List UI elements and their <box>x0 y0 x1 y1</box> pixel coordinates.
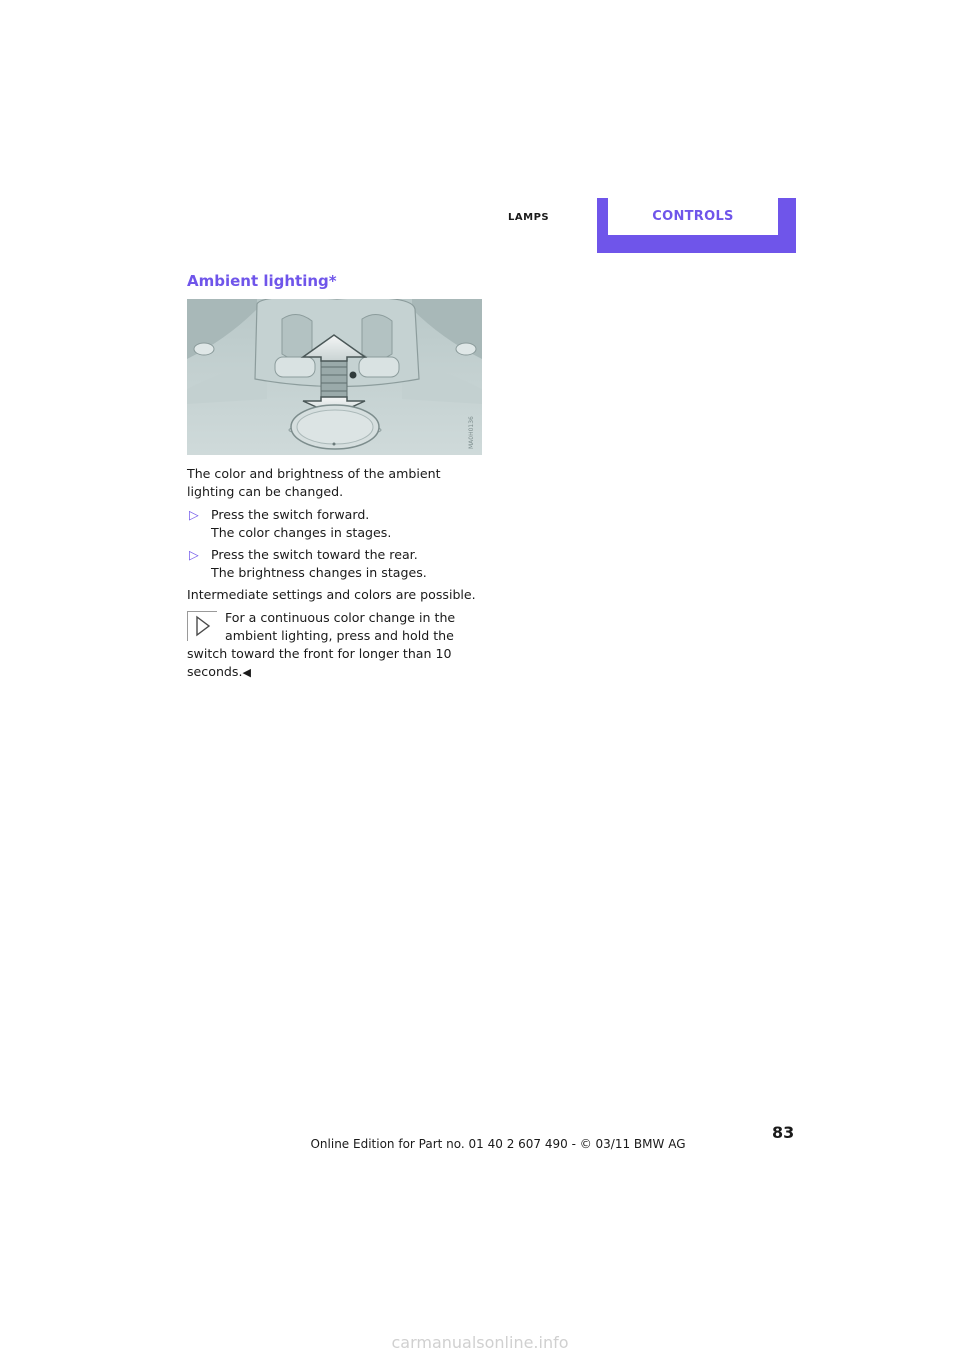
bullet-line-1: Press the switch toward the rear. <box>211 547 418 562</box>
list-item <box>187 546 487 582</box>
bullet-line-2: The brightness changes in stages. <box>211 565 427 580</box>
section-label-text: LAMPS <box>508 212 550 223</box>
chapter-tab <box>597 198 796 253</box>
footer-edition-text: Online Edition for Part no. 01 40 2 607 490 - © 03/11 BMW AG <box>310 1137 686 1151</box>
page-number: 83 <box>772 1123 795 1142</box>
ambient-lighting-switch-figure <box>187 299 482 455</box>
body-content <box>187 465 487 682</box>
note-play-icon <box>187 611 217 641</box>
bullet-line-2: The color changes in stages. <box>211 525 392 540</box>
intro-paragraph: The color and brightness of the ambient lighting can be changed. <box>187 466 441 499</box>
chapter-tab-text: CONTROLS <box>652 209 734 224</box>
section-label <box>508 212 549 223</box>
section-heading: Ambient lighting* <box>187 272 337 290</box>
bullet-line-1: Press the switch forward. <box>211 507 370 522</box>
watermark: carmanualsonline.info <box>391 1333 569 1352</box>
figure-code: MA0H0136 <box>468 416 475 449</box>
bullet-triangle-icon: ▷ <box>189 547 199 562</box>
note-block <box>187 609 487 682</box>
footer-edition <box>0 1137 960 1151</box>
instruction-list <box>187 506 487 582</box>
ambient-lighting-illustration <box>187 299 482 455</box>
note-text: For a continuous color change in the ambient lighting, press and hold the switch toward the front for longer than 10 seconds. <box>187 610 456 679</box>
chapter-tab-label <box>608 198 778 235</box>
bullet-triangle-icon: ▷ <box>189 507 199 522</box>
end-mark-icon: ◀ <box>242 666 251 679</box>
list-item <box>187 506 487 542</box>
intermediate-settings-paragraph: Intermediate settings and colors are possible. <box>187 587 476 602</box>
